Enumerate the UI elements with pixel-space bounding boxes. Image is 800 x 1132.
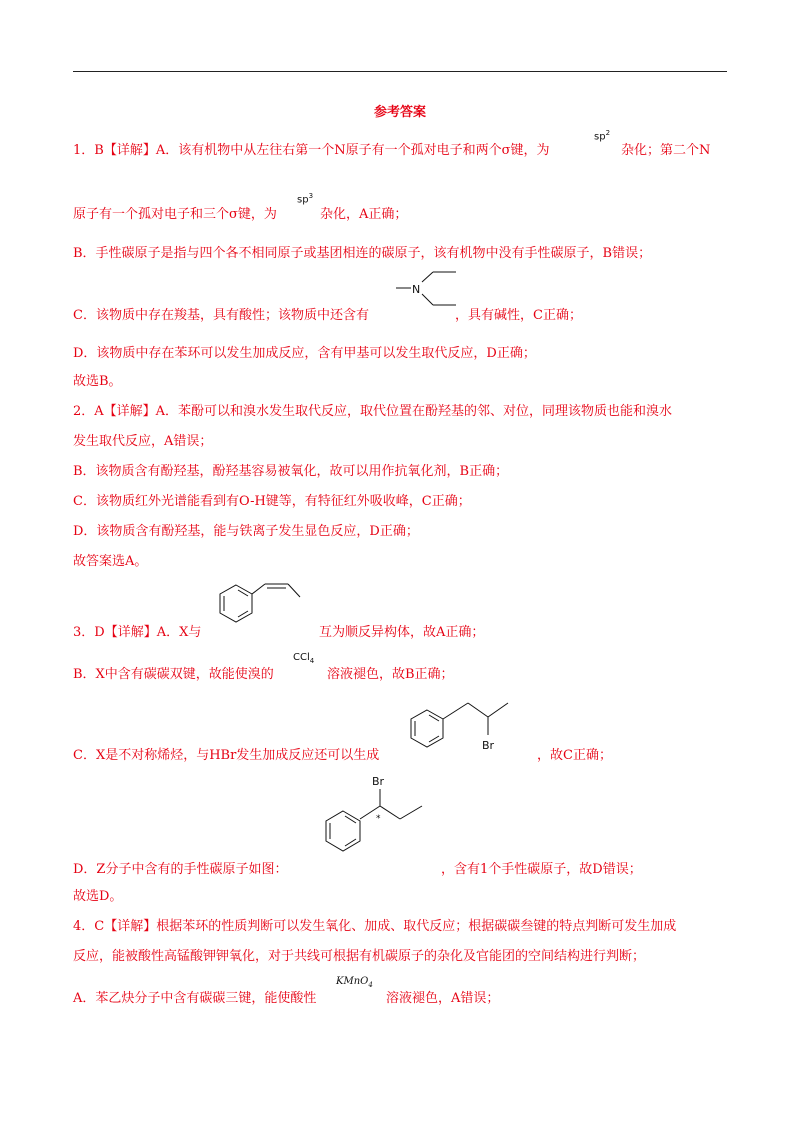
bromine-label: Br: [482, 739, 495, 752]
q1-line-c: B．手性碳原子是指与四个各不相同原子或基团相连的碳原子，该有机物中没有手性碳原子，B错误；: [73, 246, 652, 261]
q1-line-a: 1．B【详解】A．该有机物中从左往右第一个N原子有一个孤对电子和两个σ键，为: [73, 143, 550, 158]
q2-line-d: C．该物质红外光谱能看到有O-H键等，有特征红外吸收峰，C正确；: [73, 494, 471, 509]
nitrogen-label: N: [412, 283, 421, 296]
q1-line-d-tail: ，具有碱性，C正确；: [455, 308, 582, 323]
q2-line-c: B．该物质含有酚羟基，酚羟基容易被氧化，故可以用作抗氧化剂，B正确；: [73, 464, 509, 479]
q1-line-b-tail: 杂化，A正确；: [320, 207, 408, 222]
q1-line-b: 原子有一个孤对电子和三个σ键，为: [73, 207, 277, 222]
2-bromo-1-phenylpropane-structure: [405, 695, 530, 760]
q4-line-b: 反应，能被酸性高锰酸钾钾氧化，对于共线可根据有机碳原子的杂化及官能团的空间结构进行判断；: [73, 949, 646, 964]
q2-conclusion: 故答案选A。: [73, 554, 148, 569]
q4-line-c-tail: 溶液褪色，A错误；: [386, 991, 500, 1006]
q3-line-d-tail: ，含有1个手性碳原子，故D错误；: [441, 862, 642, 877]
q4-line-a: 4．C【详解】根据苯环的性质判断可以发生氧化、加成、取代反应；根据碳碳叁键的特点判断可发生加成: [73, 919, 677, 934]
diethylamine-structure: [390, 268, 470, 312]
q3-line-b-tail: 溶液褪色，故B正确；: [327, 667, 454, 682]
q2-line-b: 发生取代反应，A错误；: [73, 434, 213, 449]
q3-line-a: 3．D【详解】A．X与: [73, 625, 202, 640]
q1-conclusion: 故选B。: [73, 374, 122, 389]
q3-line-d: D．Z分子中含有的手性碳原子如图：: [73, 862, 288, 877]
sp3-formula: $sp^3$: [297, 192, 314, 206]
q2-line-a: 2．A【详解】A．苯酚可以和溴水发生取代反应，取代位置在酚羟基的邻、对位，同理该物质也能和溴水: [73, 404, 673, 419]
q3-line-c: C．X是不对称烯烃，与HBr发生加成反应还可以生成: [73, 748, 380, 763]
bromine-label: Br: [372, 775, 385, 788]
chiral-mark: *: [376, 814, 381, 824]
kmno4-formula: KMnO$_4$: [336, 976, 373, 989]
q1-line-d: C．该物质中存在羧基，具有酸性；该物质中还含有: [73, 308, 369, 323]
q1-line-a-tail: 杂化；第二个N: [621, 143, 711, 158]
q1-line-e: D．该物质中存在苯环可以发生加成反应，含有甲基可以发生取代反应，D正确；: [73, 346, 536, 361]
page-title: 参考答案: [373, 105, 426, 120]
cis-1-phenylpropene-structure: [210, 577, 310, 635]
chiral-bromo-compound-structure: [300, 771, 430, 871]
q3-line-c-tail: ，故C正确；: [537, 748, 612, 763]
q4-line-c: A．苯乙炔分子中含有碳碳三键，能使酸性: [73, 991, 317, 1006]
q3-conclusion: 故选D。: [73, 889, 123, 904]
q2-line-e: D．该物质含有酚羟基，能与铁离子发生显色反应，D正确；: [73, 524, 419, 539]
sp2-formula: $sp^2$: [594, 129, 611, 143]
q3-line-a-tail: 互为顺反异构体，故A正确；: [319, 625, 485, 640]
top-rule: [73, 71, 727, 72]
ccl4-formula: CCl$_4$: [293, 652, 315, 665]
q3-line-b: B．X中含有碳碳双键，故能使溴的: [73, 667, 274, 682]
